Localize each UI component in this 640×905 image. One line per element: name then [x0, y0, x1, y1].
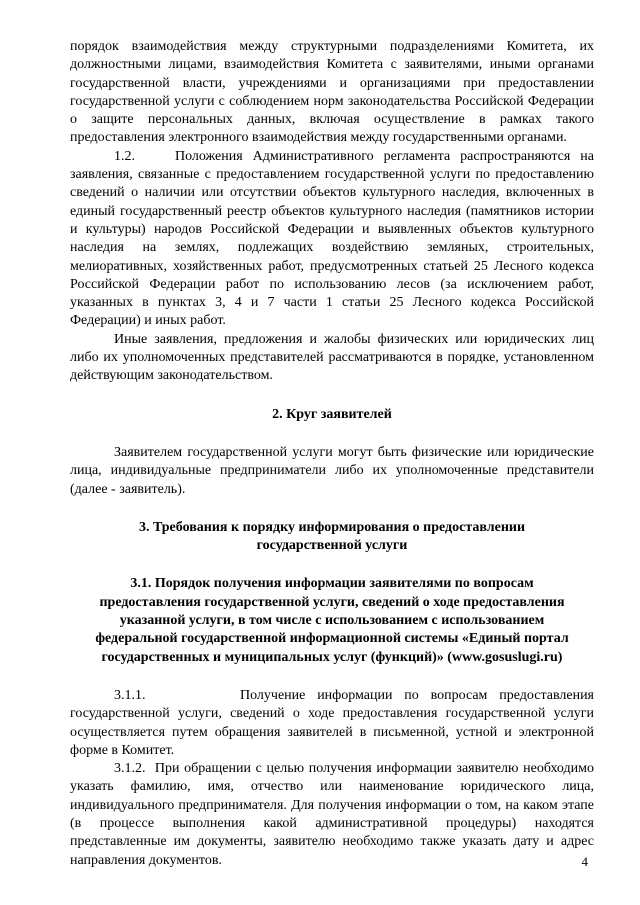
paragraph-interaction-order: порядок взаимодействия между структурными подразделениями Комитета, их должностными лицами, взаимодействия Комитета с заявителями, иными органами государственной власти, учреждениями и организациями при предоставлении государственной услуги с соблюдением норм законодательства Российской Федерации о защите персональных данных, включая осуществление в рамках такого предоставления электронного взаимодействия между государственными органами.: [70, 39, 594, 146]
paragraph-1-2: 1.2. Положения Административного регламента распространяются на заявления, связанные с предоставлением государственной услуги по предоставлению сведений о наличии или отсутствии объектов культурного наследия, включенных в единый государственный реестр объектов культурного наследия (памятников истории и культуры) народов Российской Федерации и выявленных объектов культурного наследия на землях, подлежащих воздействию земляных, строительных, мелиоративных, хозяйственных работ, предусмотренных статьей 25 Лесного кодекса Российской Федерации работ по использованию лесов (за исключением работ, указанных в пунктах 3, 4 и 7 части 1 статьи 25 Лесного кодекса Российской Федерации) и иных работ.: [70, 148, 594, 329]
section-3-1-heading-line: 3.1. Порядок получения информации заявителями по вопросам: [130, 576, 534, 592]
paragraph-3-1-2: 3.1.2. При обращении с целью получения информации заявителю необходимо указать фамилию, имя, отчество или наименование юридического лица, индивидуального предпринимателя. Для получения информации о том, на каком этапе (в процессе выполнения какой административной процедуры) находятся представленные им документы, заявителю необходимо также указать дату и адрес направления документов.: [70, 761, 594, 868]
section-3-1-heading: [70, 575, 594, 666]
page-number: 4: [581, 854, 588, 869]
section-2-heading: 2. Круг заявителей: [272, 406, 392, 422]
section-3-1-heading-line: предоставления государственной услуги, сведений о ходе предоставления: [99, 594, 565, 610]
section-3-1-heading-line: указанной услуги, в том числе с использованием с использованием: [119, 613, 545, 629]
spacer: [70, 555, 594, 575]
paragraph-other-applications: Иные заявления, предложения и жалобы физических или юридических лиц либо их уполномоченных представителей рассматриваются в порядке, установленном действующим законодательством.: [70, 331, 594, 384]
spacer: [70, 499, 594, 519]
document-page: [70, 38, 594, 870]
spacer: [70, 386, 594, 406]
section-3-heading-line: государственной услуги: [256, 538, 408, 554]
spacer: [70, 667, 594, 687]
section-3-heading: [70, 519, 594, 556]
section-2-text: Заявителем государственной услуги могут быть физические или юридические лица, индивидуальные предприниматели либо их уполномоченные представители (далее - заявитель).: [70, 444, 594, 497]
paragraph-3-1-1: 3.1.1. Получение информации по вопросам предоставления государственной услуги, сведений о ходе предоставления государственной услуги осуществляется путем обращения заявителей в письменной, устной и электронной форме в Комитет.: [70, 687, 594, 758]
section-3-1-heading-line: федеральной государственной информационной системы «Единый портал: [95, 631, 569, 647]
section-3-heading-line: 3. Требования к порядку информирования о предоставлении: [138, 519, 526, 535]
section-3-1-heading-line: государственных и муниципальных услуг (функций)» (www.gosuslugi.ru): [101, 649, 563, 665]
spacer: [70, 424, 594, 444]
